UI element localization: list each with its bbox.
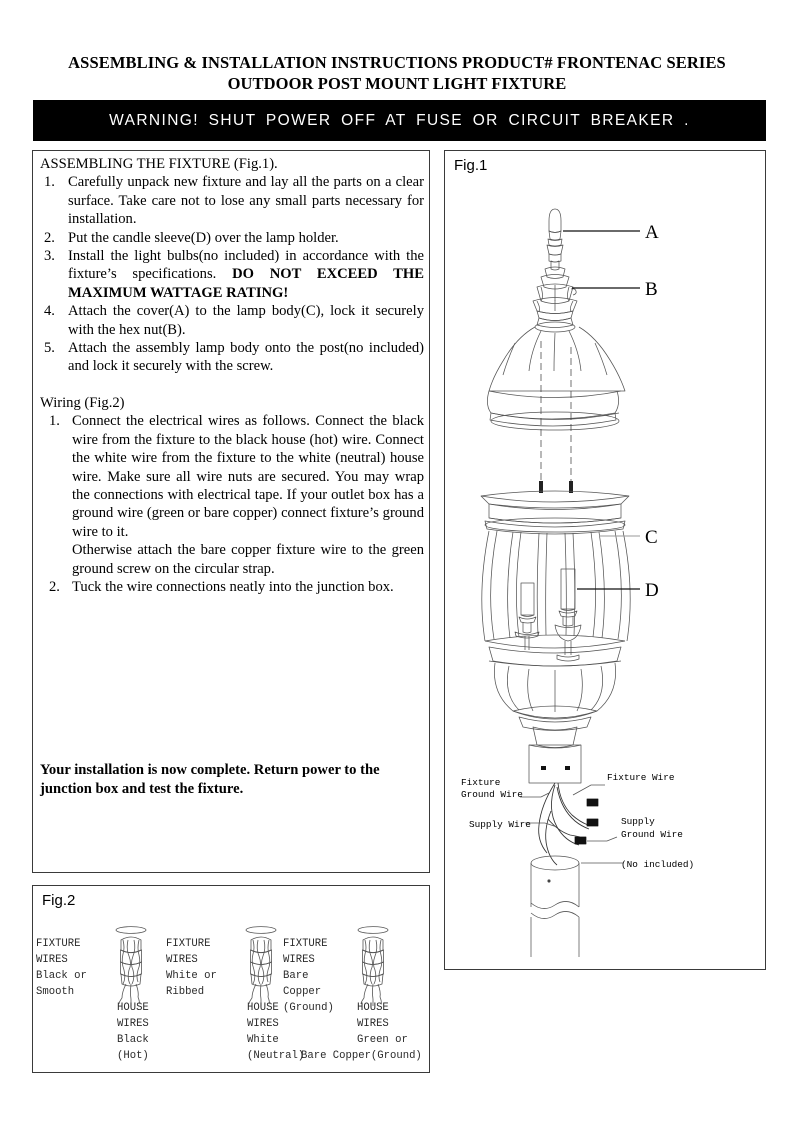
step-number: 3. — [44, 248, 55, 265]
assembling-step-5 — [40, 339, 424, 376]
fixture-ground-wire-label: Ground Wire — [461, 789, 523, 800]
house-wires-label: HOUSE — [117, 1002, 149, 1014]
step-number: 2. — [49, 578, 60, 595]
step-text: Carefully unpack new fixture and lay all the parts on a clear surface. Take care not to lose any small parts necessary for installation. — [68, 174, 424, 228]
hex-nut-shape — [533, 267, 577, 321]
house-wires-label: WIRES — [357, 1018, 389, 1030]
candle-sleeve-left — [515, 583, 539, 650]
step-text-emphasis: DO NOT EXCEED THE MAXIMUM WATTAGE RATING! — [68, 266, 424, 301]
wire-nut-icon — [358, 927, 388, 1006]
wire-nut-icon — [116, 927, 146, 1006]
fig2-wire-nut-diagram — [33, 886, 429, 1072]
fixture-ground-wire-label: Fixture — [461, 777, 501, 788]
junction-box-shape — [529, 727, 581, 783]
house-wires-label: Bare Copper(Ground) — [301, 1050, 422, 1062]
callout-leader-lines — [563, 231, 640, 288]
wire-label-leaders — [520, 785, 623, 863]
fixture-wires-label: Black or — [36, 970, 87, 982]
house-wires-label: Green or — [357, 1034, 408, 1046]
warning-banner-text: WARNING! SHUT POWER OFF AT FUSE OR CIRCUIT BREAKER . — [109, 111, 690, 129]
wiring-steps — [40, 412, 424, 596]
post-shape — [531, 856, 579, 957]
step-number: 5. — [44, 340, 55, 357]
fixture-wire-label: Fixture Wire — [607, 772, 675, 783]
warning-banner — [33, 100, 766, 141]
wire-connector — [575, 799, 598, 844]
callout-label-d: D — [645, 580, 659, 601]
fixture-wires-label: FIXTURE — [166, 938, 211, 950]
assembling-step-3 — [40, 247, 424, 302]
assembling-step-4 — [40, 302, 424, 339]
fig1-fixture-diagram — [445, 151, 765, 969]
fig2-caption: Fig.2 — [42, 892, 76, 909]
supply-ground-wire-label: Supply — [621, 816, 655, 827]
fixture-wires-label: (Ground) — [283, 1002, 334, 1014]
page-title-line2: SERIES OUTDOOR POST MOUNT LIGHT FIXTURE — [227, 53, 726, 93]
house-wires-label: (Hot) — [117, 1050, 149, 1062]
lamp-body-top-ring — [481, 491, 629, 534]
step-number: 1. — [49, 413, 60, 430]
fixture-wires-label: FIXTURE — [36, 938, 81, 950]
terminal-screw — [541, 766, 570, 770]
step-number: 2. — [44, 229, 55, 246]
assembling-heading: ASSEMBLING THE FIXTURE (Fig.1). — [40, 156, 278, 172]
step-text: Tuck the wire connections neatly into the junction box. — [72, 578, 394, 595]
wiring-step-2 — [40, 578, 424, 596]
callout-label-a: A — [645, 222, 659, 243]
wire-bundle — [539, 783, 589, 865]
callout-label-c: C — [645, 527, 658, 548]
house-wires-label: WIRES — [117, 1018, 149, 1030]
fig1-panel — [444, 150, 766, 970]
instructions-body — [40, 155, 424, 596]
page-title — [47, 52, 747, 94]
step-text: Attach the cover(A) to the lamp body(C), lock it securely with the hex nut(B). — [68, 303, 424, 338]
fixture-wires-label: WIRES — [166, 954, 198, 966]
step-number: 4. — [44, 303, 55, 320]
not-included-label: (No included) — [621, 859, 695, 870]
step-text-continued: Otherwise attach the bare copper fixture wire to the green ground screw on the circular strap. — [72, 542, 424, 577]
fig2-panel — [32, 885, 430, 1073]
fixture-wires-label: White or — [166, 970, 217, 982]
closing-statement: Your installation is now complete. Return power to the junction box and test the fixture. — [40, 762, 380, 797]
fixture-wires-label: FIXTURE — [283, 938, 328, 950]
page-title-line1: ASSEMBLING & INSTALLATION INSTRUCTIONS PRODUCT# FRONTENAC — [68, 53, 663, 72]
assembling-step-2 — [40, 229, 424, 247]
fixture-wires-label: Ribbed — [166, 986, 205, 998]
step-text: Install the light bulbs(no included) in accordance with the fixture’s specifications. — [68, 248, 424, 283]
step-text: Attach the assembly lamp body onto the post(no included) and lock it securely with the screw. — [68, 340, 424, 375]
house-wires-label: WIRES — [247, 1018, 279, 1030]
supply-ground-wire-label: Ground Wire — [621, 829, 683, 840]
assembling-step-1 — [40, 173, 424, 228]
finial-shape — [547, 209, 563, 270]
cover-dome-shape — [487, 318, 625, 430]
fixture-wires-label: WIRES — [36, 954, 68, 966]
section-spacer — [40, 376, 424, 394]
fixture-wires-label: WIRES — [283, 954, 315, 966]
assembling-steps — [40, 173, 424, 375]
wire-nut-icon — [246, 927, 276, 1006]
fig1-caption: Fig.1 — [454, 157, 488, 174]
callout-label-b: B — [645, 279, 658, 300]
house-wires-label: HOUSE — [357, 1002, 389, 1014]
supply-wire-label: Supply Wire — [469, 819, 531, 830]
house-wires-label: (Neutral) — [247, 1050, 305, 1062]
instructions-panel — [32, 150, 430, 873]
step-number: 1. — [44, 174, 55, 191]
fixture-wires-label: Copper — [283, 986, 322, 998]
house-wires-label: White — [247, 1034, 279, 1046]
fig2-group-1-labels — [36, 938, 149, 1062]
fixture-wires-label: Smooth — [36, 986, 75, 998]
wiring-heading: Wiring (Fig.2) — [40, 394, 125, 411]
step-text: Connect the electrical wires as follows. Connect the black wire from the fixture to the black house (hot) wire. Connect the white wire from the fixture to the white (neutral) house wire. Make sure all wire nuts are secured. You may wrap the connections with electrical tape. If your outlet box has a ground wire (green or bare copper) connect fixture’s ground wire to it. — [72, 413, 424, 540]
wiring-step-1 — [40, 412, 424, 578]
house-wires-label: HOUSE — [247, 1002, 279, 1014]
step-text: Put the candle sleeve(D) over the lamp holder. — [68, 229, 339, 246]
house-wires-label: Black — [117, 1034, 149, 1046]
fixture-wires-label: Bare — [283, 970, 309, 982]
fig2-group-3-labels — [283, 938, 422, 1062]
